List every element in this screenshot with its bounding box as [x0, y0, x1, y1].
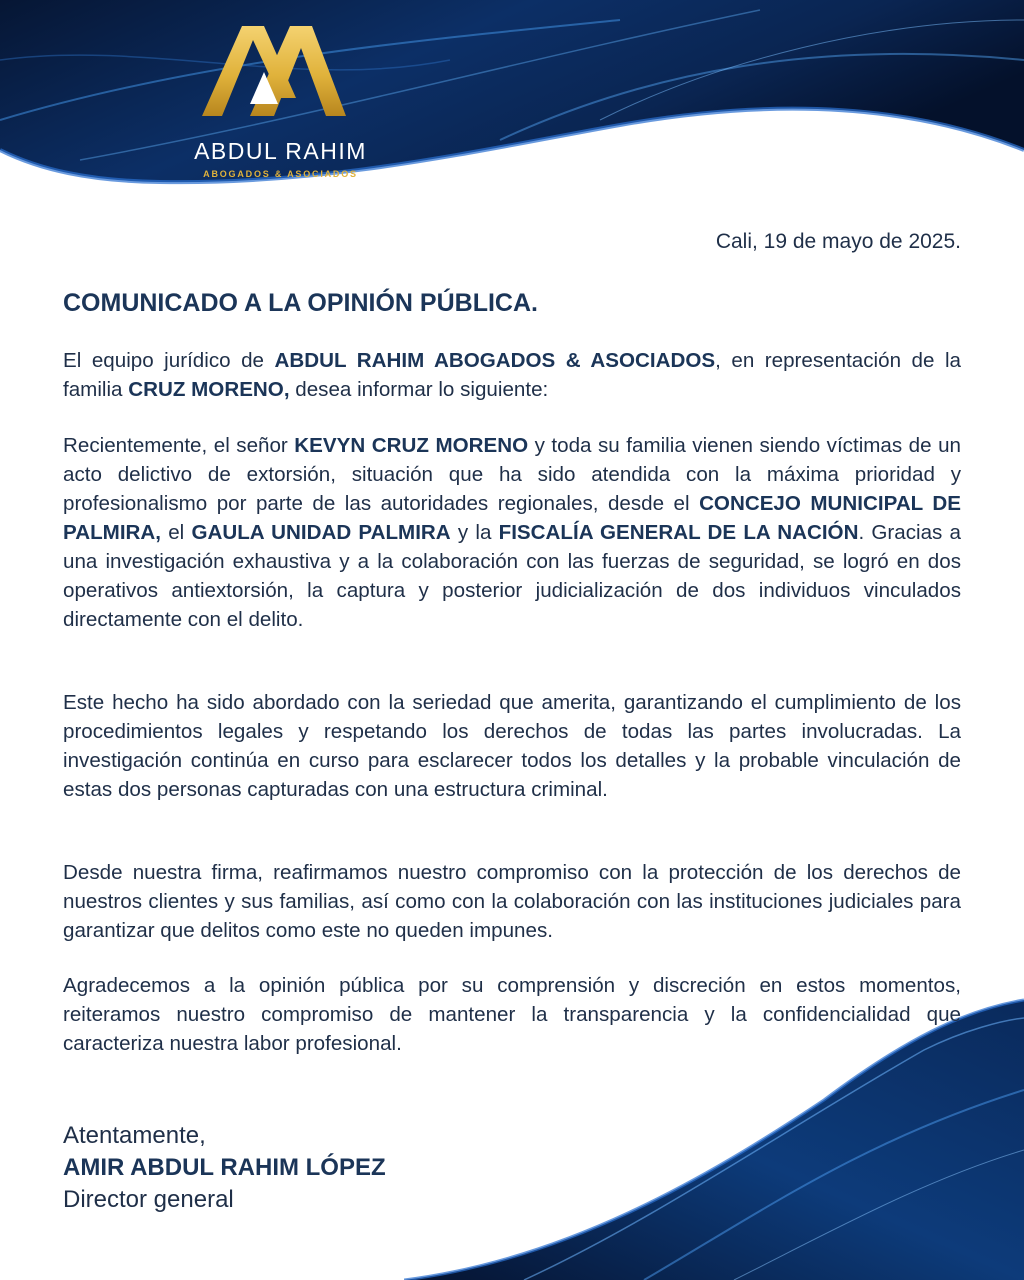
paragraph-investigation: Este hecho ha sido abordado con la seriedad que amerita, garantizando el cumplimiento de los procedimientos legales y respetando los derechos de todas las partes involucradas. La investigación continúa en curso para esclarecer todos los detalles y la probable vinculación de estas dos personas capturadas con una estructura criminal. — [63, 691, 961, 801]
family-name-bold: CRUZ MORENO, — [128, 378, 290, 401]
paragraph-thanks: Agradecemos a la opinión pública por su comprensión y discreción en estos momentos, reiteramos nuestro compromiso de mantener la transparencia y la confidencialidad que caracteriza nuestra labor profesional. — [63, 974, 961, 1055]
signature-name: AMIR ABDUL RAHIM LÓPEZ — [63, 1154, 386, 1181]
double-a-logo-icon — [198, 22, 348, 118]
firm-name: ABDUL RAHIM — [194, 138, 367, 164]
paragraph-commitment: Desde nuestra firma, reafirmamos nuestro compromiso con la protección de los derechos de nuestros clientes y sus familias, así como con la colaboración con las instituciones judiciales para garantizar que delitos como este no queden impunes. — [63, 861, 961, 942]
letter-title: COMUNICADO A LA OPINIÓN PÚBLICA. — [63, 289, 538, 317]
firm-logo — [158, 22, 403, 179]
institution-bold: FISCALÍA GENERAL DE LA NACIÓN — [498, 521, 859, 544]
firm-subtitle: ABOGADOS & ASOCIADOS — [203, 169, 358, 179]
paragraph-text: el — [161, 521, 192, 544]
letter-date: Cali, 19 de mayo de 2025. — [715, 230, 961, 253]
paragraph-text: y toda su familia vienen siendo víctimas de un acto delictivo de extorsión, situación que ha sido atendida con la máxima prioridad y profesionalismo por parte de las autoridades regionales, desde el — [63, 434, 961, 515]
paragraph-text: . Gracias a una investigación exhaustiva y a la colaboración con las fuerzas de seguridad, se logró en dos operativos antiextorsión, la captura y posterior judicialización de dos individuos vinculados directamente con el delito. — [63, 521, 961, 631]
victim-name-bold: KEVYN CRUZ MORENO — [294, 434, 529, 457]
paragraph-text: , en representación de la familia — [63, 349, 961, 401]
header-wave-banner — [0, 0, 1024, 215]
paragraph-intro — [63, 346, 961, 404]
institution-bold: CONCEJO MUNICIPAL DE PALMIRA, — [63, 492, 961, 544]
paragraph-text: Recientemente, el señor — [63, 434, 295, 457]
paragraph-text: desea informar lo siguiente: — [289, 378, 549, 401]
paragraph-text: y la — [450, 521, 499, 544]
signature-closing: Atentamente, — [63, 1122, 206, 1149]
institution-bold: GAULA UNIDAD PALMIRA — [191, 521, 451, 544]
signature-role: Director general — [63, 1186, 234, 1213]
paragraph-facts — [63, 431, 961, 634]
signature-block — [63, 1120, 386, 1216]
firm-name-bold: ABDUL RAHIM ABOGADOS & ASOCIADOS — [274, 349, 716, 372]
paragraph-text: El equipo jurídico de — [63, 349, 275, 372]
